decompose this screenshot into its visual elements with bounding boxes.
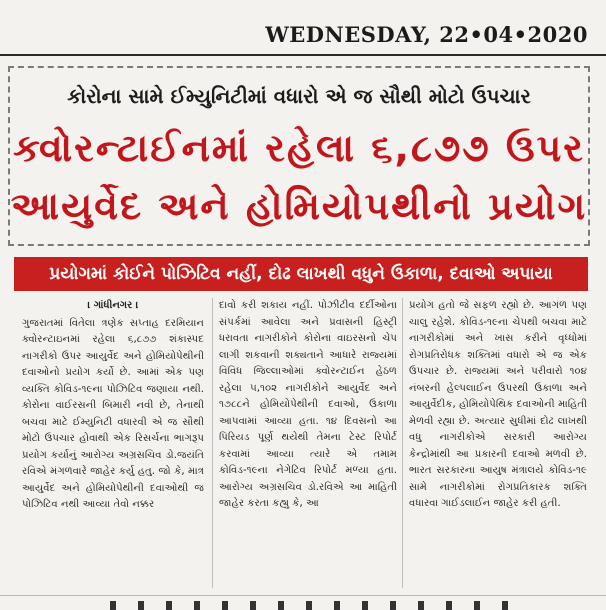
headline-line-1: ક્વોરન્ટાઈનમાં રહેલા ૬,૮૭૭ ઉપર: [13, 126, 585, 170]
article-column-3-text: પ્રયોગ હતો જે સફળ રહ્યો છે. આગળ પણ ચાલુ રહેશે. કોવિડ-૧૯ના ચેપથી બચવા માટે નાગરીકોમાં અને ખાસ કરીને વૃધ્ધોમાં રોગપ્રતિરોધક શક્તિમાં વધારો એ જ એક ઉપચાર છે. રાજ્યમાં અને પરીવારો ૧૦૪ નંબરની હેલ્પલાઈન ઉપરથી ઉકાળા અને આયુર્વેદીક, હોમિયોપેથિક દવાઓની માહિતી મેળવી રહ્યા છે. અત્યાર સુધીમાં દોઢ લાખથી વધુ નાગરીકોએ સરકારી આરોગ્ય કેન્દ્રોમાંથી આ પ્રકારની દવાઓ મળવી છે. ભારત સરકારના આયુષ મંત્રાલયે કોવિડ-૧૯ સામે નાગરીકોમાં રોગપ્રતિકારક શક્તિ વધારવા ગાઈડલાઈન જાહેર કરી હતી.: [409, 300, 587, 509]
article-dateline: । ગાંધીનગર ।: [87, 300, 139, 311]
cutoff-text-fragments: [110, 598, 550, 610]
header-rule: [0, 54, 606, 56]
date-text: WEDNESDAY, 22•04•2020: [265, 22, 588, 47]
headline-box: [8, 66, 590, 246]
article-column-3: [402, 298, 587, 588]
dateline-header: [0, 0, 606, 52]
article-column-1-text: ગુજરાતમાં વિતેલા ત્રણેક સપ્તાહ દરમિયાન ક્વોરન્ટાઇનમાં રહેલા ૬,૮૭૭ શંકાસ્પદ નાગરીકો ઉપર આયુર્વેદ અને હોમિયોપેથીની દવાઓનો પ્રયોગ કર્યો છે. આમાં એક પણ વ્યક્તિ કોવિડ-૧૯ના પોઝિટિવ જણાયા નથી. કોરોના વાઈરસની બિમારી નવી છે, તેનાથી બચવા માટે ઈમ્યુનિટી વધારવી એ જ સૌથી મોટો ઉપચાર હોવાથી એક રિસર્ચના ભાગરૂપ પ્રયોગ કર્યાનું આરોગ્ય અગ્રસચિવ ડો.જયંતિ રવિએ મંગળવારે જાહેર કર્યુ હતુ. જો કે, માત્ર આયુર્વેદ અને હોમિયોપેથીની દવાઓથી જ પોઝિટિવ નથી આવ્યા તેવો નક્કર: [22, 317, 204, 510]
article-column-2-text: દાવો કરી શકાય નહીં. પોઝીટીવ દર્દીઓના સંપર્કમાં આવેલા અને પ્રવાસની હિસ્ટ્રી ધરાવતા નાગરીકોને કોરોના વાઇરસનો ચેપ લાગી શકવાની શક્યતાને આધારે રાજ્યમાં વિવિધ જિલ્લાઓમાં ક્વોરન્ટાઈન હેઠળ રહેલા ૫,૧૦૨ નાગરીકોને આયુર્વેદ અને ૧૭૮૮ને હોમિયોપેથીની દવાઓ, ઉકાળા આપવામાં આવ્યા હતા. ૧૪ દિવસનો આ પિરિયડ પૂર્ણ થયેથી તેમના ટેસ્ટ રિપોર્ટ કરવામાં આવ્યા ત્યારે એ તમામ કોવિડ-૧૯ના નેગેટિવ રિપોર્ટ મળ્યા હતા. આરોગ્ય અગ્રસચિવ ડો.રવિએ આ માહિતી જાહેર કરતા કહ્યુ કે, આ: [219, 300, 397, 509]
bottom-rule: [0, 595, 606, 596]
headline-kicker: કોરોના સામે ઈમ્યુનિટીમાં વધારો એ જ સૌથી મોટો ઉપચાર: [67, 84, 531, 108]
article-column-1: [22, 298, 204, 588]
headline-line-2: આયુર્વેદ અને હોમિયોપથીનો પ્રયોગ: [10, 184, 588, 228]
subheadline-banner: પ્રયોગમાં કોઈને પોઝિટિવ નહીં, દોઢ લાખથી વધુને ઉકાળા, દવાઓ અપાયા: [14, 257, 588, 291]
article-column-2: [212, 298, 397, 588]
